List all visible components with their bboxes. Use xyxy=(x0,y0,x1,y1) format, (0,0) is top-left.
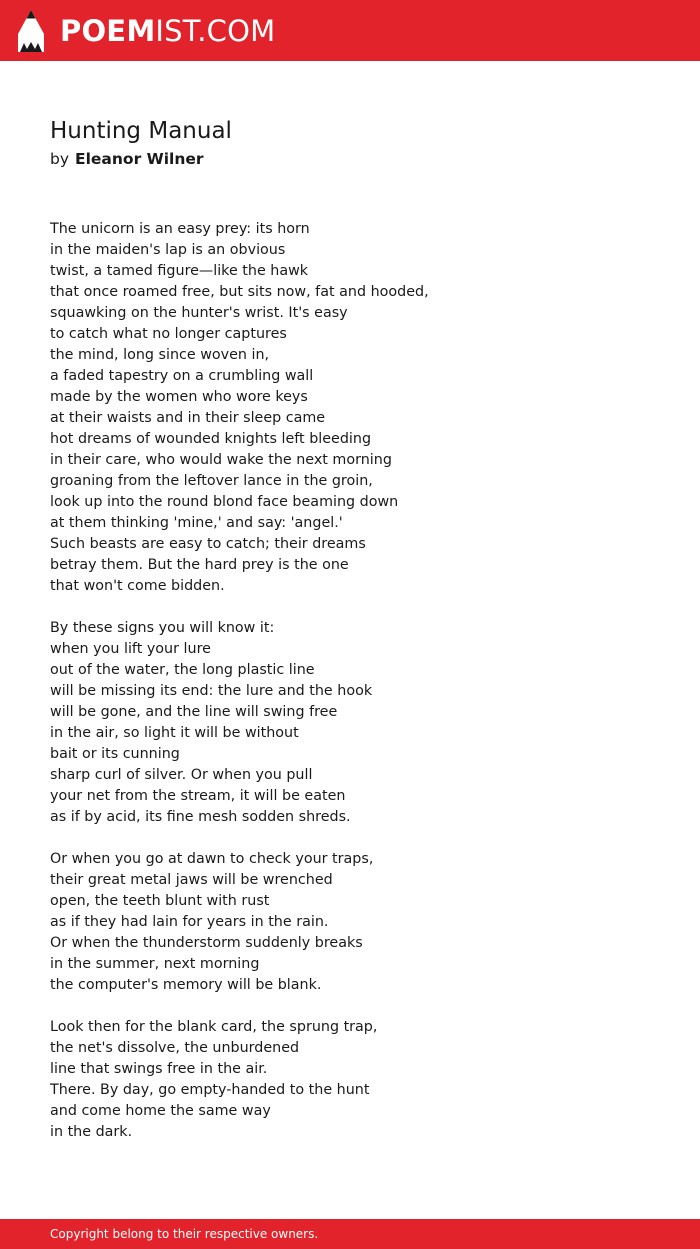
poem-line: By these signs you will know it: xyxy=(50,620,275,636)
logo-wordmark xyxy=(60,9,275,53)
poem-line: that once roamed free, but sits now, fat and hooded, xyxy=(50,284,429,300)
site-logo[interactable] xyxy=(18,9,275,53)
poem-line: will be gone, and the line will swing free xyxy=(50,704,338,720)
poem-line: look up into the round blond face beaming down xyxy=(50,494,399,510)
by-label: by xyxy=(50,150,70,168)
poem-line: Such beasts are easy to catch; their dreams xyxy=(50,536,366,552)
poem-line: will be missing its end: the lure and the hook xyxy=(50,683,373,699)
pencil-icon xyxy=(18,10,44,52)
poem-line: when you lift your lure xyxy=(50,641,211,657)
poem-line: betray them. But the hard prey is the one xyxy=(50,557,349,573)
poem-line: in their care, who would wake the next morning xyxy=(50,452,392,468)
poem-line: There. By day, go empty-handed to the hunt xyxy=(50,1082,370,1098)
poem-line: groaning from the leftover lance in the groin, xyxy=(50,473,373,489)
poem-line: their great metal jaws will be wrenched xyxy=(50,872,333,888)
poem-line: the mind, long since woven in, xyxy=(50,347,270,363)
stanza xyxy=(50,618,650,828)
poem-line: line that swings free in the air. xyxy=(50,1061,268,1077)
stanza xyxy=(50,849,650,996)
poem-line: the net's dissolve, the unburdened xyxy=(50,1040,300,1056)
stanza xyxy=(50,219,650,597)
poem-line: Or when you go at dawn to check your traps, xyxy=(50,851,374,867)
poem-line: made by the women who wore keys xyxy=(50,389,308,405)
top-bar xyxy=(0,0,700,61)
poem-line: that won't come bidden. xyxy=(50,578,225,594)
poem-line: a faded tapestry on a crumbling wall xyxy=(50,368,314,384)
poem-line: and come home the same way xyxy=(50,1103,271,1119)
copyright-text: Copyright belong to their respective owners. xyxy=(50,1227,319,1241)
poem-line: Look then for the blank card, the sprung trap, xyxy=(50,1019,378,1035)
poem-line: Or when the thunderstorm suddenly breaks xyxy=(50,935,363,951)
poem-line: hot dreams of wounded knights left bleeding xyxy=(50,431,372,447)
poem-line: in the maiden's lap is an obvious xyxy=(50,242,286,258)
poem-line: squawking on the hunter's wrist. It's easy xyxy=(50,305,348,321)
poem-line: in the dark. xyxy=(50,1124,133,1140)
poem-line: to catch what no longer captures xyxy=(50,326,287,342)
poem-line: as if by acid, its fine mesh sodden shreds. xyxy=(50,809,351,825)
poem-line: at their waists and in their sleep came xyxy=(50,410,326,426)
poem-line: your net from the stream, it will be eaten xyxy=(50,788,346,804)
stanza xyxy=(50,1017,650,1143)
poem-line: open, the teeth blunt with rust xyxy=(50,893,270,909)
poem-body xyxy=(50,219,650,1164)
byline xyxy=(50,148,232,170)
footer-bar xyxy=(0,1219,700,1249)
poem-line: out of the water, the long plastic line xyxy=(50,662,315,678)
poem-line: at them thinking 'mine,' and say: 'angel.' xyxy=(50,515,343,531)
poem-line: in the air, so light it will be without xyxy=(50,725,299,741)
poem-header xyxy=(50,116,232,170)
poem-line: in the summer, next morning xyxy=(50,956,260,972)
poem-line: sharp curl of silver. Or when you pull xyxy=(50,767,313,783)
author-name: Eleanor Wilner xyxy=(75,150,204,168)
poem-line: The unicorn is an easy prey: its horn xyxy=(50,221,310,237)
logo-light-text: IST.COM xyxy=(155,14,276,48)
logo-bold-text: POEM xyxy=(60,14,156,48)
poem-line: as if they had lain for years in the rain. xyxy=(50,914,329,930)
poem-line: bait or its cunning xyxy=(50,746,180,762)
poem-title: Hunting Manual xyxy=(50,118,232,144)
poem-line: twist, a tamed figure—like the hawk xyxy=(50,263,309,279)
poem-line: the computer's memory will be blank. xyxy=(50,977,322,993)
